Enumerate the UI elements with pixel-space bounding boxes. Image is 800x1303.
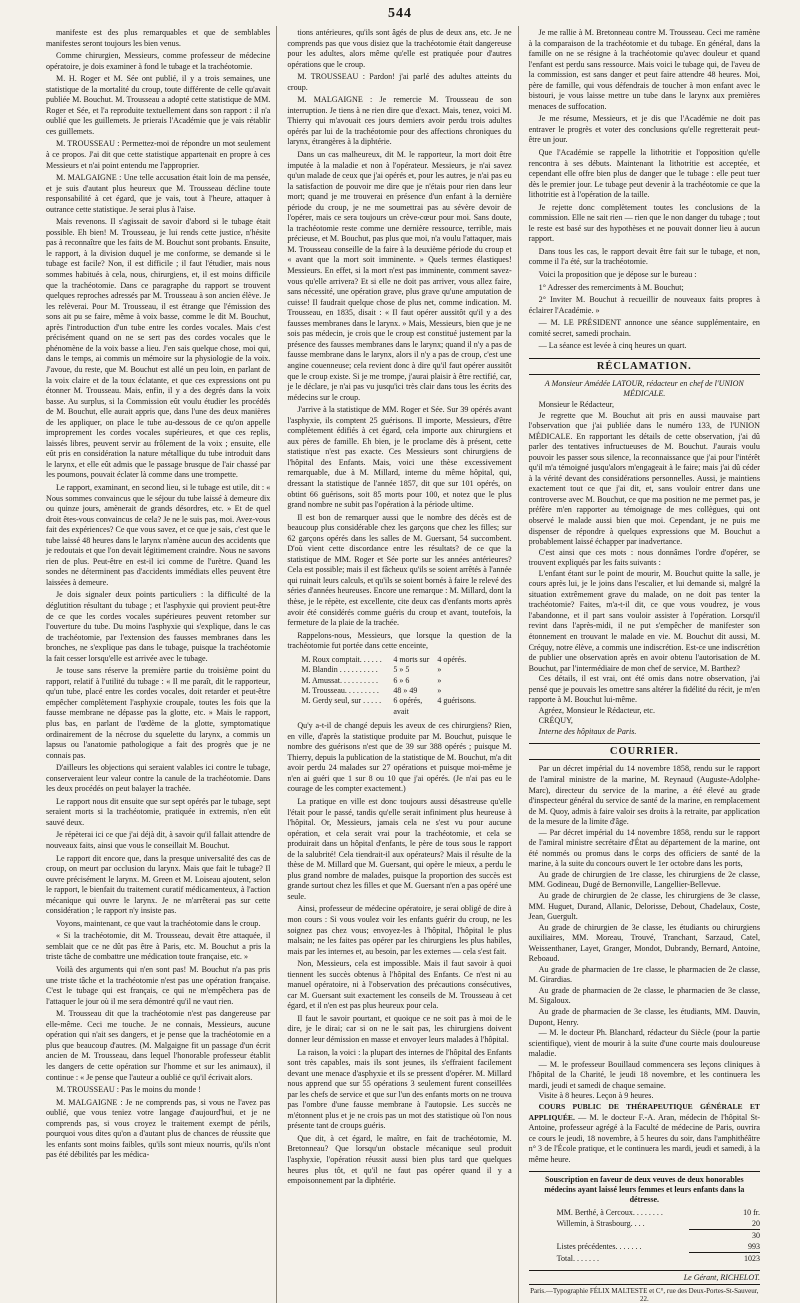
subscription-amount: 20	[751, 1219, 760, 1229]
reclamation-addressee: A Monsieur Amédée LATOUR, rédacteur en chef de l'UNION MÉDICALE.	[544, 378, 744, 399]
course-text: — M. le docteur F.-A. Aran, médecin de l'hôpital St-Antoine, professeur agrégé à la Faculté de médecine de Paris, ouvrira ce cours le jeudi, 18 novembre, à 5 heures du soir, dans l'amphithéâtre n° 3 de l'École pratique, et le continuera les mardi, jeudi et samedi, à la même heure.	[528, 1112, 760, 1164]
imprint: Paris.—Typographie FÉLIX MALTESTE et C°, rue des Deux-Portes-St-Sauveur, 22.	[529, 1284, 760, 1303]
stats-cell-deaths: 48 » 49	[393, 685, 418, 695]
subscription-amount: 1023	[743, 1254, 760, 1264]
paragraph: Il est bon de remarquer aussi que le nombre des décès est de beaucoup plus considérable chez les garçons que chez les filles; sur 62 garçons opérés dans les salles de M. Guersant, 54 succombent. D'où vient cette discordance entre les résultats? de ce que la statistique de MM. Roger et Sée porte sur les années antérieures? Cela est possible; mais il est fâcheux qu'ils se soient arrêtés à l'année qui ruinait leurs calculs, et qu'ils se soient bornés à faire le relevé des séries d'années heureuses. Encore une remarque : M. Millard, dont la thèse, je le répète, est excellente, cite deux cas d'enfants morts après avoir été considérés comme guéris du croup et avant, toutefois, la fermeture de la plaie de la trachée.	[287, 512, 512, 628]
stats-cell-name: M. Blandin . . . . . . . . . .	[301, 665, 378, 675]
subscription-amount: 10 fr.	[743, 1208, 760, 1218]
paragraph: J'arrive à la statistique de MM. Roger et Sée. Sur 39 opérés avant l'asphyxie, ils comptent 25 guérisons. Il importe, Messieurs, d'être complètement édifiés à cet égard, cela importe aux chirurgiens et aux pères de famille. Eh bien, je le proclame dès à présent, cette statistique n'est pas exacte. Ces Messieurs sont chirurgiens de l'hôpital des Enfants. Mais, voici une thèse excessivement remarquable, due à M. Millard, interne du même hôpital, qui, dressant la statistique de l'année 1857, dit que sur 101 opérés, on obtint 66 guérisons, soit 85 morts pour 100, et notez que le plus grand nombre ne subit pas l'opération à la période ultime.	[287, 405, 512, 510]
paragraph: Au grade de chirurgien de 3e classe, les étudiants ou chirurgiens auxiliaires, MM. Moreau, Trouvé, Tranchant, Sarzaud, Catel, Weissenthaner, Layet, Granger, Mondot, Dubrandy, Bernard, Antoine, Reboaud.	[528, 922, 760, 964]
stats-cell-ops: 4 opérés.	[437, 654, 467, 664]
paragraph: Je me rallie à M. Bretonneau contre M. Trousseau. Ceci me ramène à la comparaison de la trachéotomie et du tubage. En général, dans la famille on ne se résigne à la trachéotomie qu'avec douleur et quand l'enfant est perdu sans ressource. Mais voici le tubage qui, de l'aveu de la commission, est sans danger et peut faire attendre 48 heures. Moi, père de famille, qui vous défendrais de toucher à mon enfant avec le bistouri, je vous laisse mettre un tube dans le larynx aux premières menaces de suffocation.	[528, 28, 760, 111]
paragraph: Ainsi, professeur de médecine opératoire, je serai obligé de dire à mon cours : Si vous voulez voir les enfants guérir du croup, ne les soignez pas chez vous; envoyez-les à l'hôpital, l'hôpital le plus malsain; ne les faites pas opérer par les chirurgiens les plus habiles, mais par les internes et, au besoin, par les externes — cela s'est fait.	[287, 904, 512, 956]
page-number: 544	[388, 6, 412, 21]
paragraph: Au grade de chirurgien de 1re classe, les chirurgiens de 2e classe, MM. Godineau, Dugé de Bernonville, Langellier-Bellevue.	[528, 869, 760, 890]
table-row	[301, 696, 511, 717]
paragraph: Voyons, maintenant, ce que vaut la trachéotomie dans le croup.	[56, 918, 261, 928]
paragraph: Que dit, à cet égard, le maître, en fait de trachéotomie, M. Bretonneau? Que lorsqu'un obstacle mécanique seul produit l'asphyxie, l'opération réussit aussi bien plus tard que quelques heures plus tôt, et qu'il ne faut pas opérer quand il y a empoisonnement par la diphtérie.	[287, 1133, 512, 1186]
paragraph: — M. le docteur Ph. Blanchard, rédacteur du Siècle (pour la partie scientifique), vient de mourir à la suite d'une courte mais douloureuse maladie.	[528, 1028, 760, 1059]
column-3-text	[529, 28, 760, 352]
subscription-list	[529, 1207, 760, 1264]
table-row	[301, 655, 511, 665]
paragraph: Dans un cas malheureux, dit M. le rapporteur, la mort doit être imputée à la maladie et non à l'opérateur. Messieurs, je n'ai savez qu'un malade de ceux que j'ai opérés et, pour les autres, je n'ai pas eu la satisfaction de pouvoir me dire que je n'étais pour rien dans leur mort; quand je me trouverai en présence d'un enfant à la dernière période du croup, je ne me soumettrai pas au sévère devoir de l'opérer, mais ce sera toujours un crève-cœur pour moi. Sans doute, la trachéotomie reste comme une dernière ressource, terrible, mais précieuse, et M. Bouchut, pas plus que moi, n'a voulu l'attaquer, mais M. Trousseau conseille de la faire à la deuxième période du croup et « avant que la mort soit imminente. » Quels termes élastiques! Messieurs. En effet, si la mort n'est pas imminente, comment savez-vous qu'elle arrivera? Et si elle ne doit pas arriver, vous allez faire, sans nécessité, une opération grave, plus grave qu'une amputation de cuisse! Il faudrait quelque chose de plus net, comme indication. M. Trousseau, en 1835, disait : « Il faut opérer aussitôt qu'il y a des fausses membranes dans le larynx. » Mais, Messieurs, bien que je ne sois pas médecin, je crois que le croup est constitué justement par la présence des fausses membranes dans le larynx; quand il n'y a pas de fausse membrane dans le larynx, alors il n'y a pas de croup, c'est une angine couenneuse; cela revient donc à dire qu'il faut opérer aussitôt que le croup existe. Si je me trompe, j'aurai plaisir à être rectifié, car, je le déclare, je n'ai pas vu jusqu'ici très clair dans tous les écrits des médecins sur le croup.	[287, 150, 512, 402]
paragraph: — M. LE PRÉSIDENT annonce une séance supplémentaire, en comité secret, samedi prochain.	[528, 318, 760, 338]
paragraph: Je répèterai ici ce que j'ai déjà dit, à savoir qu'il fallait attendre de nouveaux faits, ainsi que vous le conseillait M. Bouchut.	[46, 830, 271, 851]
stats-cell-deaths: 4 morts sur	[393, 654, 430, 664]
paragraph: M. TROUSSEAU : Pas le moins du monde !	[56, 1085, 201, 1095]
courrier-title: COURRIER.	[529, 743, 760, 760]
stats-cell-name: M. Gerdy seul, sur . . . . .	[301, 696, 382, 706]
paragraph: La pratique en ville est donc toujours aussi désastreuse qu'elle l'était pour le passé, tandis qu'elle serait infiniment plus heureuse à l'hôpital. Or, Messieurs, jamais cela ne s'est vu pour aucune opération, et cela serait vrai pour la trachéotomie, et cela se produirait dans un hôpital d'enfants, le père de tous sous le rapport de la salubrité! Cela tiendrait-il aux opérateurs? Mais il résulte de la thèse de M. Millard que M. Guersant, qui opère le mieux, a perdu le plus grand nombre de malades, puisque la proportion des succès est grande surtout chez les filles et que M. Guersant n'en a pas opéré une seule.	[287, 796, 512, 901]
list-item	[529, 1253, 760, 1264]
paragraph: Non, Messieurs, cela est impossible. Mais il faut savoir à quoi tiennent les succès obtenus à l'hôpital des Enfants. Ce n'est ni au manuel opératoire, ni à l'observation des précautions consécutives, car M. Guersant suit exactement les conseils de M. Trousseau à cet égard, et il n'en est pas plus heureux pour cela.	[287, 959, 512, 1011]
paragraph: Agréez, Monsieur le Rédacteur, etc.	[538, 705, 655, 715]
courrier-body	[529, 764, 760, 1102]
paragraph: Je touse sans réserve la première partie du troisième point du rapport, relatif à l'utilité du tubage : « Il me paraît, dit le rapporteur, qu'un tube, placé entre les cordes vocales, doit retarder et peut-être empêcher complètement l'asphyxie croupale, toutes les fois que la fausse membrane ne dépasse pas la glotte, etc. » Mais le rapport, plus bas, en parlant de l'œdème de la glotte, symptomatique ordinairement de la nécrose du squelette du larynx, a commis un lapsus ou l'anatomie pathologique a fait des progrès que je ne connais pas.	[46, 666, 271, 760]
column-2	[287, 26, 518, 1303]
paragraph: Dans tous les cas, le rapport devait être fait sur le tubage, et non, comme il l'a été, sur la trachéotomie.	[528, 246, 760, 267]
reclamation-signature-role: Interne des hôpitaux de Paris.	[538, 726, 637, 736]
paragraph: Voici la proposition que je dépose sur le bureau :	[538, 270, 697, 280]
paragraph: L'enfant étant sur le point de mourir, M. Bouchut quitte la salle, je cours après lui, je le joins dans l'escalier, et lui demande si, malgré la situation extrêmement grave du malade, on ne doit pas tenter la trachéotomie? Faites, m'a-t-il dit, ce que vous voudrez, je vous l'abandonne, et il part sans vouloir assister à l'opération. Lorsqu'il revint dans l'après-midi, il ne put s'empêcher de manifester son étonnement en trouvant le malade en vie. M. Bouchut dit aussi, M. Créquy, notre élève, a commis une indiscrétion. Est-ce une indiscrétion de publier une observation après en avoir obtenu l'autorisation de M. Bouchut, par l'intermédiaire de mon chef de service, M. Barthez?	[528, 568, 760, 673]
list-item	[529, 1241, 760, 1252]
stats-cell-name: M. Trousseau. . . . . . . . .	[301, 685, 379, 695]
columns	[46, 26, 760, 1303]
paragraph: Je dois signaler deux points particuliers : la difficulté de la déglutition résultant du tubage ; et l'asphyxie qui provient peut-être de ce que les cordes vocales supérieures peuvent retomber sur l'ouverture du tube. Du moins l'asphyxie qui s'explique, dans le cas de trachéotomie, par l'extension des fausses membranes dans les bronches, ne s'explique pas dans le tubage, puisque la trachéotomie la fait cesser lorsqu'elle est arrivée avec le tubage.	[46, 590, 271, 663]
paragraph: Visite à 8 heures. Leçon à 9 heures.	[538, 1091, 654, 1101]
list-item	[529, 1230, 760, 1241]
paragraph: — La séance est levée à cinq heures un quart.	[538, 341, 687, 351]
paragraph: C'est ainsi que ces mots : nous donnâmes l'ordre d'opérer, se trouvent expliqués par les faits suivants :	[528, 547, 760, 568]
paragraph: Au grade de pharmacien de 1re classe, le pharmacien de 2e classe, M. Girardias.	[528, 964, 760, 985]
stats-cell-ops: »	[437, 665, 442, 675]
paragraph: Au grade de chirurgien de 2e classe, les chirurgiens de 3e classe, MM. Huguet, Durand, Allanic, Delorisse, Debout, Chadelaux, Coste, Jean, Guergult.	[528, 891, 760, 922]
list-item	[529, 1207, 760, 1218]
paragraph: Au grade de pharmacien de 3e classe, les étudiants, MM. Dauvin, Dupont, Henry.	[528, 1007, 760, 1027]
subscription-label	[557, 1230, 720, 1241]
stats-cell-deaths: 6 opérés, avait	[393, 696, 423, 716]
paragraph: Je me résume, Messieurs, et je dis que l'Académie ne doit pas entraver le progrès et voter des conclusions qu'elle regretterait peut-être un jour.	[528, 114, 760, 145]
table-row	[301, 676, 511, 686]
column-3	[529, 26, 760, 1303]
reclamation-title: RÉCLAMATION.	[529, 358, 760, 375]
paragraph: Que l'Académie se rappelle la lithotritie et l'opposition qu'elle rencontra à ses débuts. Maintenant la lithotritie est acceptée, et cependant elle offre bien plus de danger que le tubage : elle peut tuer dès le premier jour. Le tubage peut devenir à la trachéotomie ce que la lithotritie est à l'opération de la taille.	[528, 148, 760, 200]
surgeon-stats-table	[301, 655, 511, 717]
paragraph: tions antérieures, qu'ils sont âgés de plus de deux ans, etc. Je ne comprends pas que vous disiez que la trachéotomie était dangereuse pour les adultes, alors même qu'elle est pratiquée pour d'autres opérations que le croup.	[287, 28, 512, 69]
paragraph: Je regrette que M. Bouchut ait pris en aussi mauvaise part l'observation que j'ai publiée dans le numéro 133, de l'UNION MÉDICALE. En rapportant les détails de cette observation, j'ai dû parler des tentatives infructueuses de M. Bouchut. J'aurais voulu pouvoir les passer sous silence, la reconnaissance que j'ai pour l'intérêt qu'il m'a témoigné jusqu'alors m'engageait à le faire; mais j'ai dû céder à la vérité devant des considérations personnelles. Aussi, je maintiens exactement tout ce que j'ai dit, et, sans vouloir entrer dans une controverse avec M. Bouchut, ce que ma position ne me permet pas, je préfère m'en rapporter au témoignage de mes collègues, qui ont observé le malade aussi bien que moi. Cependant, je ne puis me dispenser de répondre à quelques expressions que M. Bouchut a probablement laissé échapper par inadvertance.	[528, 410, 760, 547]
column-1	[46, 26, 277, 1303]
subscription-label: Listes précédentes. . . . . . .	[556, 1242, 642, 1252]
stats-cell-name: M. Roux comptait. . . . . .	[301, 654, 382, 664]
paragraph: 1° Adresser des remerciments à M. Bouchut;	[538, 282, 684, 292]
stats-cell-ops: »	[437, 685, 442, 695]
subscription-label: Willemin, à Strasbourg. . . .	[556, 1219, 645, 1229]
reclamation-salutation: Monsieur le Rédacteur,	[538, 399, 615, 409]
paragraph: M. MALGAIGNE : Je ne comprends pas, si vous ne l'avez pas oublié, que vous teniez votre langage d'aujourd'hui, et je ne comprends pas, si vous croyez le traitement exempt de périls, pourquoi vous dites qu'on a d'autant plus de chances de réussite que les enfants sont moins faibles, qu'ils sont mieux nourris, qu'ils n'ont pas été débilités par les médica-	[46, 1097, 271, 1160]
paragraph: D'ailleurs les objections qui seraient valables ici contre le tubage, conserveraient leur valeur contre la canule de la trachéotomie. Dans les deux procédés on peut balayer la trachée.	[46, 763, 271, 794]
paragraph: M. MALGAIGNE : Je remercie M. Trousseau de son interruption. Je tiens à ne rien dire que d'exact. Mais, tenez, voici M. Thierry qui m'avouait ces jours derniers avoir perdu trois adultes opérés par lui de la trachéotomie pour des affections chroniques du larynx, étrangères à la diphtérie.	[287, 95, 512, 147]
paragraph: Je rejette donc complètement toutes les conclusions de la commission. Elle ne sait rien — rien que le non danger du tubage ; tout le reste est basé sur des hypothèses et ne pouvait donner lieu à aucun rapport.	[528, 202, 760, 244]
paragraph: M. MALGAIGNE : Une telle accusation était loin de ma pensée, et je suis d'autant plus heureux que M. Trousseau décline toute responsabilité à cet égard, que je vais, tout à l'heure, attaquer à outrance cette statistique. Je serai plus à l'aise.	[46, 173, 271, 214]
paragraph: — Par décret impérial du 14 novembre 1858, rendu sur le rapport de l'amiral ministre secrétaire d'État au département de la marine, ont été nommés ou promus dans le corps des officiers de santé de la marine, à la suite du concours ouvert le 1er octobre dans les ports,	[528, 827, 760, 869]
paragraph: Rappelons-nous, Messieurs, que lorsque la question de la trachéotomie fut portée dans cette enceinte,	[287, 630, 512, 651]
subscription-amount: 993	[747, 1242, 760, 1252]
paragraph: Mais revenons. Il s'agissait de savoir d'abord si le tubage était possible. Eh bien! M. Trousseau, je lui rends cette justice, n'hésite pas à reconnaître que les faits de M. Bouchut sont probants. Ensuite, le rapport, à la division duquel je me conforme, se demande si le tubage est facile? Non, il est difficile ; il faut l'étudier, mais nous sommes habitués à cela, nous, chirurgiens, et, il est moins difficile que la trachéotomie. Dans ce paragraphe du rapport se trouvent quelques reproches adressés par M. Trousseau à son ancien élève. Je les relèverai. Pour M. Trousseau, il est étrange que l'émission des sons ait pu se faire, même à voix basse, comme le dit M. Bouchut, après l'introduction d'un tube entre les cordes vocales. Mais c'est précisément quand on ne se sert pas des cordes vocales que le phénomène de la voix basse a lieu. J'en sais quelque chose, moi qui, dans le temps, ai commis un mémoire sur la physiologie de la voix. J'avoue, du reste, que M. Bouchut est allé un peu loin, en parlant de la voix claire et de la toux éclatante, et que ces expressions ont pu étonner M. Trousseau. Mais, enfin, il y a des degrés dans la voix basse. Au surplus, si la Commission eût voulu étudier les procédés de M. Bouchut, elle aurait appris que, dans l'une des deux manières de les appliquer, on place le tube au-dessous de ce qu'on appelle improprement les cordes vocales supérieures, et que ces replis, laissés libres, peuvent servir au frôlement de la voix ; ensuite, elle eût pris en considération la nature métallique du tube introduit dans le larynx, et elle eût admis que le passage brusque de l'air chassé par les poumons, pouvait éclater là comme dans une trompette.	[46, 217, 271, 480]
subscription-title: Souscription en faveur de deux veuves de deux honorables médecins ayant laissé leurs femmes et leurs enfants dans la détresse.	[529, 1171, 760, 1205]
paragraph: Le rapport, examinant, en second lieu, si le tubage est utile, dit : « Nous sommes convaincus que le séjour du tube laissé à demeure dix ou quinze jours, amènerait de grands désordres, etc. » Et de quel droit êtes-vous convaincus de cela? Je ne le suis pas, moi. Avez-vous fait des expériences? Ce que vous savez, et ce que je sais, c'est que le tube laissé 48 heures dans le larynx n'amène aucun des accidents que je redoutais et que l'on devait légitimement craindre. Nous ne savons rien de plus. Peut-être en est-il ici comme de l'urètre. Quand les sondes ne déterminent pas d'accidents immédiats elles peuvent être laissées à demeure.	[46, 482, 271, 587]
stats-cell-ops: 4 guérisons.	[437, 696, 476, 706]
paragraph: Au grade de pharmacien de 2e classe, le pharmacien de 3e classe, M. Sigaloux.	[528, 985, 760, 1006]
list-item	[529, 1218, 760, 1229]
paragraph: Le rapport nous dit ensuite que sur sept opérés par le tubage, sept seraient morts si la trachéotomie, pratiquée in extremis, n'en eût sauvé deux.	[46, 796, 271, 827]
paragraph: 2° Inviter M. Bouchut à recueillir de nouveaux faits propres à éclairer l'Académie. »	[528, 295, 760, 315]
table-row	[301, 686, 511, 696]
subscription-label: MM. Berthé, à Cercoux. . . . . . . .	[556, 1208, 663, 1218]
paragraph: M. TROUSSEAU : Pardon! j'ai parlé des adultes atteints du croup.	[287, 72, 512, 92]
reclamation-body	[529, 411, 760, 717]
stats-cell-name: M. Amussat. . . . . . . . . .	[301, 675, 378, 685]
paragraph: Comme chirurgien, Messieurs, comme professeur de médecine opératoire, je dois examiner à fond le tubage et la trachéotomie.	[46, 51, 271, 71]
paragraph: M. H. Roger et M. Sée ont publié, il y a trois semaines, une statistique de la mortalité du croup, toute différente de celle qu'avait publiée M. Bouchut. M. Trousseau a adopté cette statistique de MM. Roger et Sée, et l'a reproduite textuellement dans son rapport : il n'a oublié que les guillemets. Je prierais l'Académie que je vais rétablir ces guillemets.	[46, 74, 271, 136]
paragraph: Voilà des arguments qui n'en sont pas! M. Bouchut n'a pas pris une triste tâche et la trachéotomie n'est pas une opération française. C'est le tubage qui est français, ce qui ne m'empêchera pas de l'attaquer le jour où il me sera démontré qu'il ne vaut rien.	[46, 965, 271, 1006]
paragraph: Il faut le savoir pourtant, et quoique ce ne soit pas à moi de le dire, je le dirai; car si on ne le sait pas, les chirurgiens doivent donner leur démission en masse et envoyer leurs malades à l'hôpital.	[287, 1013, 512, 1045]
reclamation-signature: CRÉQUY,	[538, 716, 573, 726]
stats-cell-deaths: 6 » 6	[393, 675, 410, 685]
stats-cell-deaths: 5 » 5	[393, 665, 410, 675]
stats-cell-ops: »	[437, 675, 442, 685]
paragraph: — M. le professeur Bouillaud commencera ses leçons cliniques à l'hôpital de la Charité, le jeudi 18 novembre, et les continuera les mardi, jeudi et samedi de chaque semaine.	[528, 1059, 760, 1090]
paragraph: M. Trousseau dit que la trachéotomie n'est pas dangereuse par elle-même. Ceci me touche. Je ne connais, Messieurs, aucune opération qui n'ait ses dangers, et je pense que la trachéotomie en a plus que beaucoup d'autres. (M. Malgaigne fit un passage d'un écrit ancien de M. Trousseau, dans lequel l'honorable professeur établit les dangers de cette opération sur l'homme et sur les animaux), il continue : « Je pense que l'auteur a oublié ce qu'il écrivait alors.	[46, 1009, 271, 1082]
paragraph: Par un décret impérial du 14 novembre 1858, rendu sur le rapport de l'amiral ministre de la marine, M. Reynaud (Auguste-Adolphe-Marc), directeur du service de la marine, a été élevé au grade d'inspecteur général du service de santé de la marine, en remplacement de M. Quoy, admis à faire valoir ses droits à la retraite, par application de la mesure de la limite d'âge.	[528, 764, 760, 827]
course-lead: COURS PUBLIC DE THÉRAPEUTIQUE GÉNÉRALE ET APPLIQUÉE.	[528, 1101, 760, 1122]
paragraph: « Si la trachéotomie, dit M. Trousseau, devait être attaquée, il semblait que ce ne dût pas être à Paris, etc. M. Bouchut a pris la triste tâche de combattre une médication toute française, etc. »	[46, 931, 271, 962]
gerant: Le Gérant, RICHELOT.	[529, 1270, 760, 1282]
paragraph: Le rapport dit encore que, dans la presque universalité des cas de croup, on meurt par occlusion du larynx. Mais que fait le tubage? Il ouvre précisément le larynx. M. Green et M. Loiseau ajoutent, selon le rapport, le bienfait du traitement curatif médicamenteux, à l'action mécanique qui ouvre le larynx. Je ne m'arrêterai pas sur cette considération ; le rapport n'y insiste pas.	[46, 853, 271, 916]
paragraph: M. TROUSSEAU : Permettez-moi de répondre un mot seulement à ce propos. J'ai dit que cette statistique appartenait en propre à ces Messieurs et n'ai point entendu me l'approprier.	[46, 139, 271, 170]
paragraph: Ces détails, il est vrai, ont été omis dans notre observation, j'ai pensé que je pouvais les omettre sans altérer la fidélité du récit, je m'en rapporte à M. Bouchut lui-même.	[528, 674, 760, 705]
paragraph: Qu'y a-t-il de changé depuis les aveux de ces chirurgiens? Rien, en ville, d'après la statistique produite par M. Bouchut, puisque le nombre des guérisons n'est que de 39 sur 388 opérés ; puisque M. Thierry, depuis la publication de la statistique de M. Bouchut, m'a dit avoir perdu 24 malades sur 27 opérations et puisque moi-même je n'en ai guéri que 1 sur 8 ou 10 que j'ai opérés. (Je n'ai pas eu le courage de les compter exactement.)	[287, 721, 512, 794]
paragraph: La raison, la voici : la plupart des internes de l'hôpital des Enfants sont très capables, mais ils sont jeunes, ils s'effraient facilement devant une menace d'asphyxie et ils se pressent d'opérer. M. Millard nous apprend que sur 55 opérations 3 seulement furent conseillées par les chefs de service et que sur l'un des enfants morts on ne trouva pas l'ombre d'une fausse membrane à l'autopsie. Les succès ne m'étonnent plus et je ne crois pas un mot des statistique où l'on nous présente tant de croups guéris.	[287, 1047, 512, 1131]
table-row	[301, 665, 511, 675]
paragraph: manifeste est des plus remarquables et que de semblables manifestes seront toujours les bien venus.	[46, 28, 271, 48]
subscription-label: Total. . . . . . .	[556, 1254, 599, 1264]
subscription-amount: 30	[751, 1231, 760, 1241]
